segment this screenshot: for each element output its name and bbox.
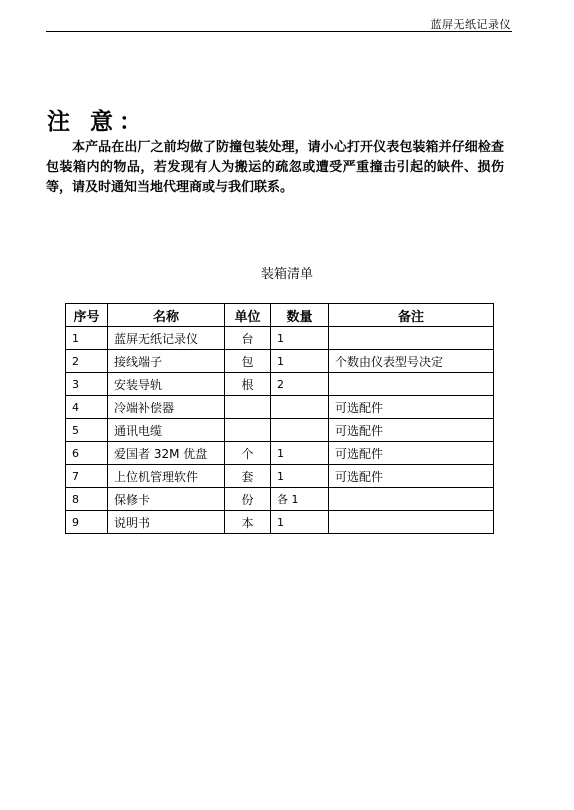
row-name-cell: 说明书 xyxy=(108,511,225,534)
table-row xyxy=(66,350,494,373)
row-qty-cell: 1 xyxy=(271,465,329,488)
row-unit-cell: 根 xyxy=(225,373,271,396)
row-unit-cell: 套 xyxy=(225,465,271,488)
row-unit-cell xyxy=(225,419,271,442)
column-header-unit: 单位 xyxy=(225,304,271,327)
row-remark-cell: 可选配件 xyxy=(329,442,494,465)
row-name-cell: 上位机管理软件 xyxy=(108,465,225,488)
packing-list-title: 装箱清单 xyxy=(260,267,313,282)
running-header-title: 蓝屏无纸记录仪 xyxy=(430,18,511,31)
row-no-cell: 8 xyxy=(66,488,108,511)
row-remark-cell xyxy=(329,511,494,534)
column-header-no: 序号 xyxy=(66,304,108,327)
row-remark-cell: 可选配件 xyxy=(329,396,494,419)
table-row xyxy=(66,465,494,488)
row-name-cell: 冷端补偿器 xyxy=(108,396,225,419)
row-no-cell: 5 xyxy=(66,419,108,442)
header-rule xyxy=(46,31,512,32)
table-row xyxy=(66,419,494,442)
row-unit-cell: 本 xyxy=(225,511,271,534)
row-no-cell: 3 xyxy=(66,373,108,396)
notice-heading: 注 意： xyxy=(47,109,149,135)
table-header-row xyxy=(66,304,494,327)
column-header-name: 名称 xyxy=(108,304,225,327)
table-row xyxy=(66,442,494,465)
row-qty-cell xyxy=(271,396,329,419)
row-remark-cell xyxy=(329,488,494,511)
table-row xyxy=(66,396,494,419)
row-name-cell: 通讯电缆 xyxy=(108,419,225,442)
row-name-cell: 安装导轨 xyxy=(108,373,225,396)
row-unit-cell: 份 xyxy=(225,488,271,511)
row-remark-cell: 可选配件 xyxy=(329,419,494,442)
row-qty-cell: 1 xyxy=(271,327,329,350)
row-no-cell: 6 xyxy=(66,442,108,465)
row-no-cell: 7 xyxy=(66,465,108,488)
table-row xyxy=(66,327,494,350)
table-row xyxy=(66,511,494,534)
row-qty-cell: 2 xyxy=(271,373,329,396)
table-row xyxy=(66,488,494,511)
row-unit-cell: 个 xyxy=(225,442,271,465)
row-no-cell: 1 xyxy=(66,327,108,350)
row-unit-cell: 台 xyxy=(225,327,271,350)
row-qty-cell: 1 xyxy=(271,350,329,373)
row-remark-cell xyxy=(329,327,494,350)
row-qty-cell xyxy=(271,419,329,442)
row-no-cell: 2 xyxy=(66,350,108,373)
row-qty-cell: 1 xyxy=(271,511,329,534)
row-remark-cell: 可选配件 xyxy=(329,465,494,488)
packing-list-table xyxy=(65,303,494,534)
row-name-cell: 爱国者 32M 优盘 xyxy=(108,442,225,465)
row-qty-cell: 各 1 xyxy=(271,488,329,511)
row-no-cell: 9 xyxy=(66,511,108,534)
table-row xyxy=(66,373,494,396)
row-qty-cell: 1 xyxy=(271,442,329,465)
row-remark-cell xyxy=(329,373,494,396)
row-name-cell: 保修卡 xyxy=(108,488,225,511)
row-remark-cell: 个数由仪表型号决定 xyxy=(329,350,494,373)
row-name-cell: 蓝屏无纸记录仪 xyxy=(108,327,225,350)
notice-body: 本产品在出厂之前均做了防撞包装处理，请小心打开仪表包装箱并仔细检查包装箱内的物品，若发现有人为搬运的疏忽或遭受严重撞击引起的缺件、损伤等，请及时通知当地代理商或与我们联系。 xyxy=(46,140,504,195)
row-no-cell: 4 xyxy=(66,396,108,419)
row-unit-cell xyxy=(225,396,271,419)
row-unit-cell: 包 xyxy=(225,350,271,373)
row-name-cell: 接线端子 xyxy=(108,350,225,373)
column-header-remark: 备注 xyxy=(329,304,494,327)
column-header-qty: 数量 xyxy=(271,304,329,327)
